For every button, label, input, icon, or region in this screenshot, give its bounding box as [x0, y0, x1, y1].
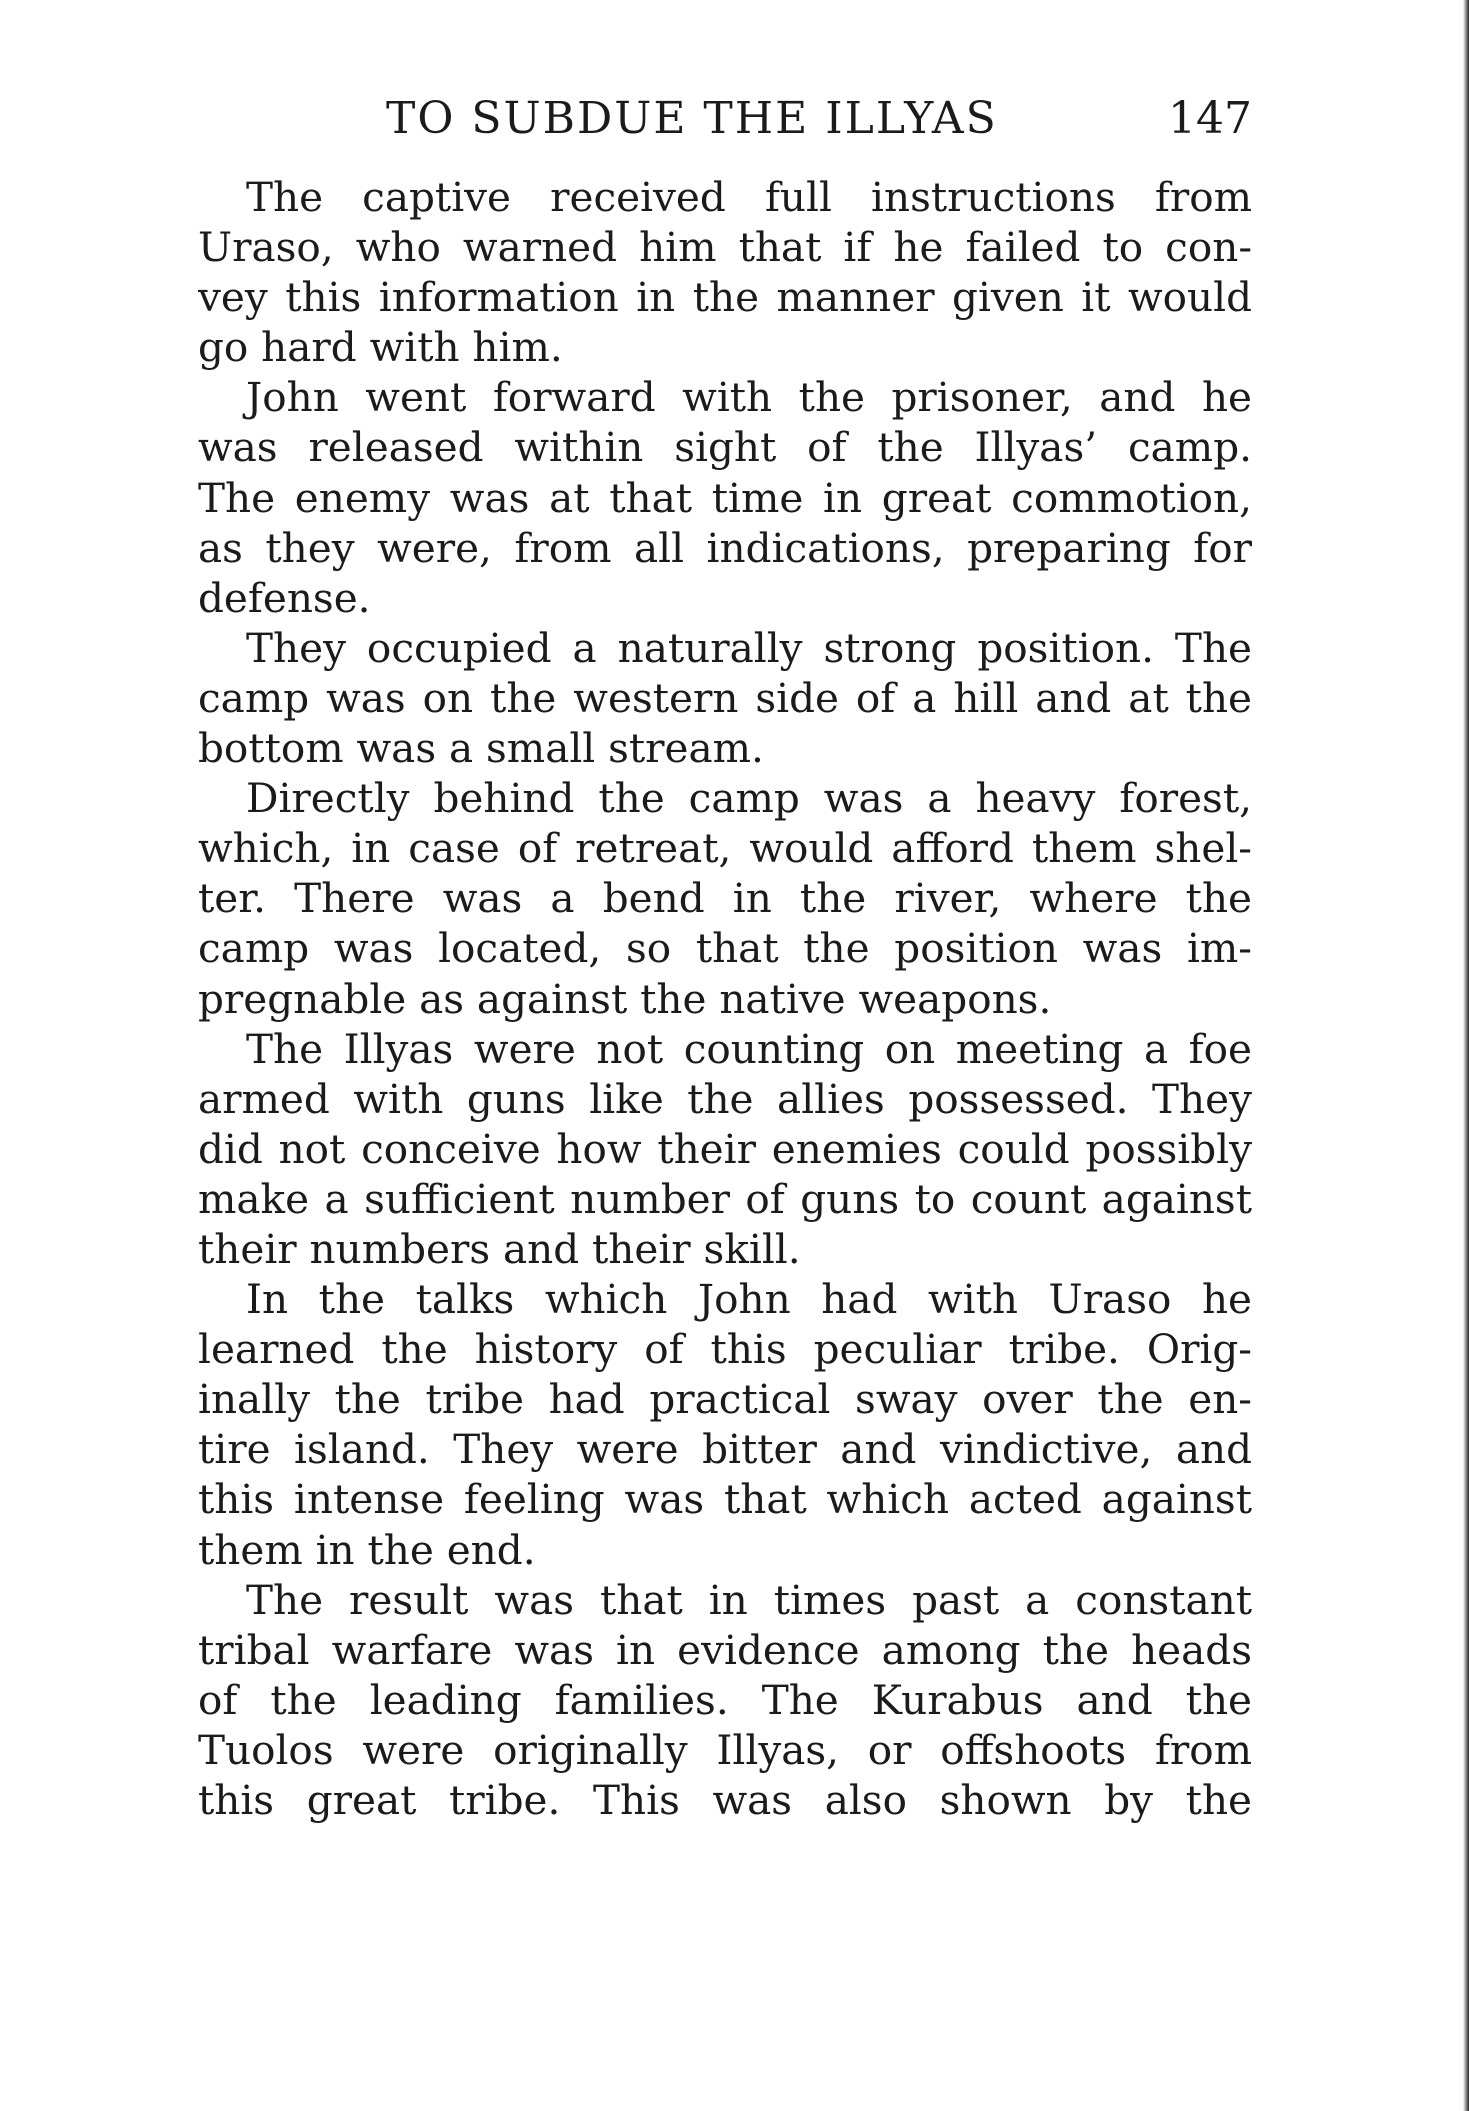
- text-line: Uraso, who warned him that if he failed to con-: [198, 223, 1252, 272]
- text-line: vey this information in the manner given it would: [198, 273, 1252, 322]
- text-line: inally the tribe had practical sway over the en-: [198, 1375, 1252, 1424]
- text-line: camp was located, so that the position was im-: [198, 924, 1252, 973]
- text-line: Tuolos were originally Illyas, or offshoots from: [198, 1725, 1252, 1774]
- page-header: [198, 88, 1252, 150]
- text-line: John went forward with the prisoner, and he: [246, 373, 1252, 422]
- text-line: In the talks which John had with Uraso he: [246, 1275, 1252, 1324]
- text-line: The captive received full instructions from: [246, 173, 1252, 221]
- text-line: tire island. They were bitter and vindictive, and: [198, 1425, 1252, 1474]
- text-line: which, in case of retreat, would afford them shel-: [198, 824, 1252, 873]
- text-line: tribal warfare was in evidence among the heads: [198, 1625, 1252, 1674]
- text-line: The result was that in times past a constant: [246, 1575, 1252, 1624]
- text-line: them in the end.: [198, 1525, 536, 1574]
- text-line: ter. There was a bend in the river, where the: [198, 874, 1252, 923]
- paragraph-5: [198, 1024, 1252, 1274]
- text-line: was released within sight of the Illyas’ camp.: [198, 423, 1252, 472]
- text-line: The enemy was at that time in great commotion,: [198, 473, 1252, 522]
- text-line: camp was on the western side of a hill and at the: [198, 673, 1252, 722]
- text-line: armed with guns like the allies possessed. They: [198, 1074, 1252, 1123]
- text-line: pregnable as against the native weapons.: [198, 974, 1052, 1023]
- paragraph-6: [198, 1274, 1252, 1575]
- text-line: this intense feeling was that which acted against: [198, 1475, 1252, 1524]
- text-line: They occupied a naturally strong position. The: [246, 623, 1252, 672]
- text-line: their numbers and their skill.: [198, 1224, 801, 1273]
- text-line: did not conceive how their enemies could possibly: [198, 1124, 1252, 1173]
- running-head: TO SUBDUE THE ILLYAS: [386, 93, 998, 144]
- text-line: Directly behind the camp was a heavy forest,: [246, 774, 1252, 823]
- text-line: of the leading families. The Kurabus and the: [198, 1675, 1252, 1724]
- text-line: learned the history of this peculiar tribe. Orig-: [198, 1325, 1252, 1374]
- text-line: go hard with him.: [198, 323, 563, 372]
- paragraph-7: [198, 1575, 1252, 1825]
- text-line: as they were, from all indications, preparing for: [198, 523, 1252, 572]
- text-line: this great tribe. This was also shown by the: [198, 1776, 1252, 1824]
- page-number: 147: [1168, 93, 1252, 144]
- text-line: defense.: [198, 573, 371, 622]
- paragraph-4: [198, 773, 1252, 1023]
- text-line: bottom was a small stream.: [198, 724, 764, 773]
- page-edge-shadow: [1463, 0, 1469, 2111]
- paragraph-2: [198, 372, 1252, 622]
- text-line: The Illyas were not counting on meeting a foe: [246, 1024, 1252, 1073]
- text-line: make a sufficient number of guns to count against: [198, 1174, 1252, 1223]
- body-text: [198, 172, 1252, 1825]
- paragraph-1: [198, 172, 1252, 372]
- paragraph-3: [198, 623, 1252, 773]
